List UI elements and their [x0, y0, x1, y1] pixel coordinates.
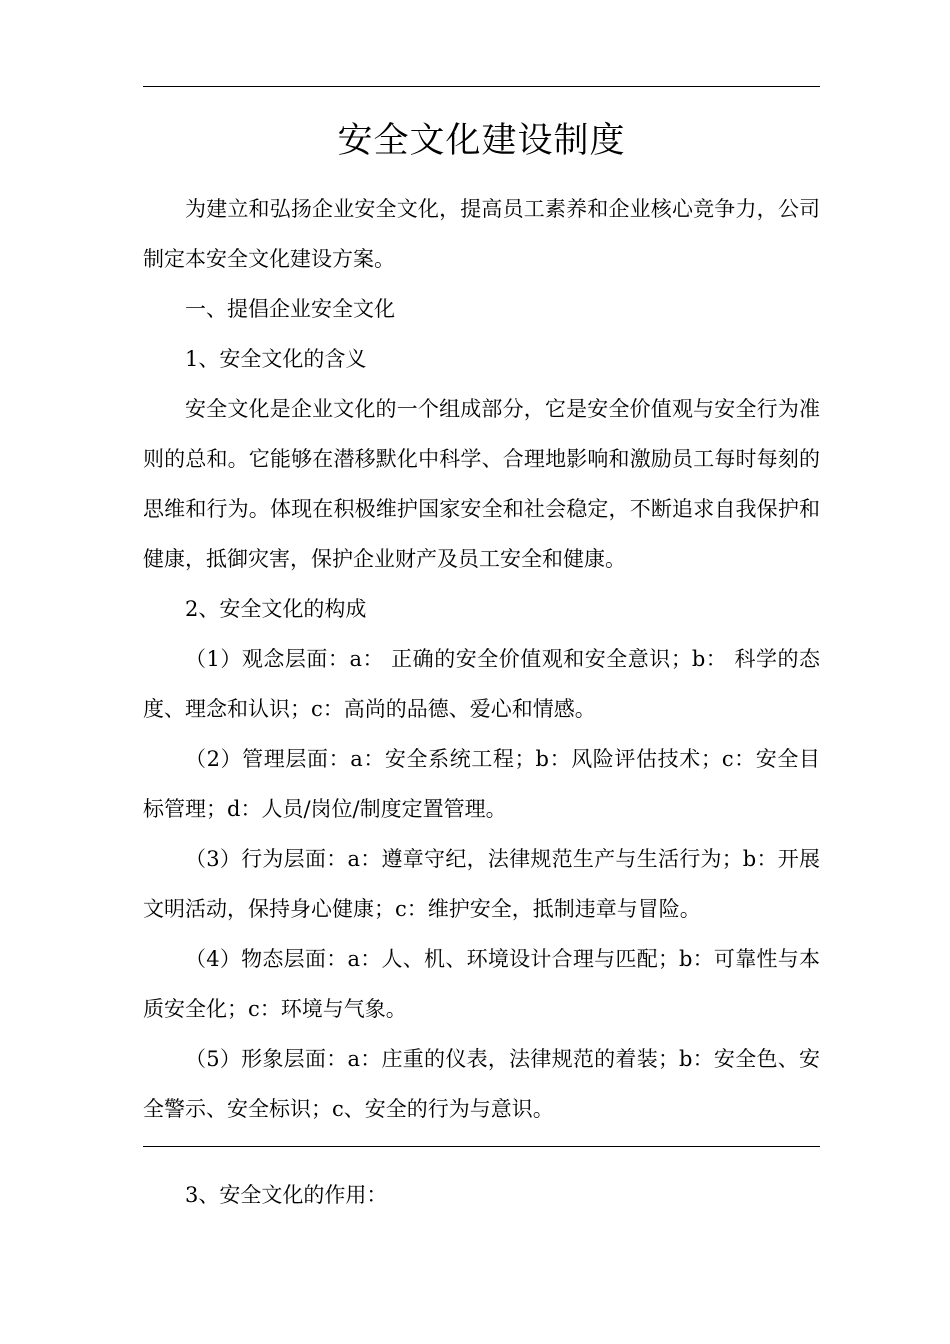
top-divider	[143, 86, 820, 87]
subsection-heading-1-2: 2、安全文化的构成	[185, 597, 367, 621]
document-body	[143, 184, 820, 1134]
subsection-heading-1-1: 1、安全文化的含义	[185, 347, 367, 371]
bottom-divider	[143, 1146, 820, 1147]
document-title: 安全文化建设制度	[337, 121, 626, 161]
composition-item-3: （3）行为层面：a：遵章守纪，法律规范生产与生活行为；b：开展文明活动，保持身心健康；c：维护安全，抵制违章与冒险。	[143, 847, 820, 921]
composition-item-4: （4）物态层面：a：人、机、环境设计合理与匹配；b：可靠性与本质安全化；c：环境与气象。	[143, 947, 820, 1021]
next-page-start	[143, 1170, 820, 1220]
composition-item-2: （2）管理层面：a：安全系统工程；b：风险评估技术；c：安全目标管理；d：人员/岗位/制度定置管理。	[143, 747, 820, 821]
section-heading-1: 一、提倡企业安全文化	[185, 297, 395, 321]
composition-item-5: （5）形象层面：a：庄重的仪表，法律规范的着装；b：安全色、安全警示、安全标识；c、安全的行为与意识。	[143, 1047, 820, 1121]
composition-item-1: （1）观念层面：a： 正确的安全价值观和安全意识；b： 科学的态度、理念和认识；c：高尚的品德、爱心和情感。	[143, 647, 820, 721]
intro-paragraph: 为建立和弘扬企业安全文化，提高员工素养和企业核心竞争力，公司制定本安全文化建设方案。	[143, 197, 820, 271]
subsection-heading-1-3: 3、安全文化的作用：	[185, 1183, 388, 1207]
meaning-paragraph: 安全文化是企业文化的一个组成部分，它是安全价值观与安全行为准则的总和。它能够在潜移默化中科学、合理地影响和激励员工每时每刻的思维和行为。体现在积极维护国家安全和社会稳定，不断追求自我保护和健康，抵御灾害，保护企业财产及员工安全和健康。	[143, 397, 820, 571]
